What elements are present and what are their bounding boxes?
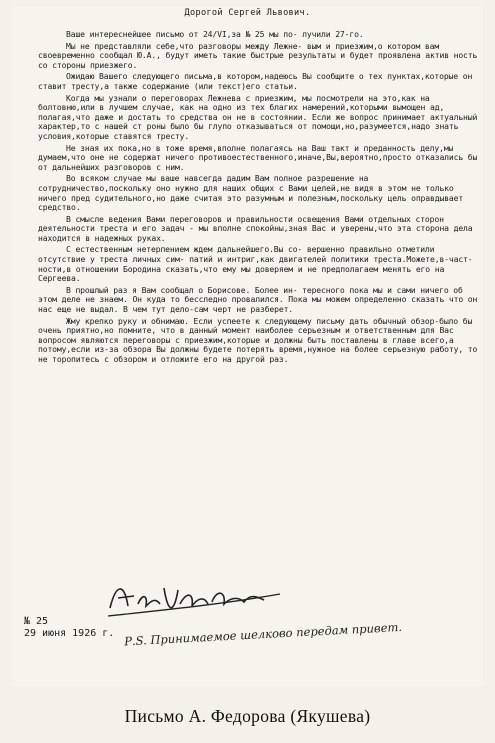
letter-date: 29 июня 1926 г. bbox=[24, 628, 115, 639]
handwritten-postscript: Р.S. Принимаемое шелково передам привет. bbox=[123, 619, 403, 649]
paragraph-10: Жму крепко руку и обнимаю. Если успеете к следующему письму дать обычный обзор-было бы очень приятно,но помните, что в данный момент наиболее серьезным и ответственным для Вас вопросом являются переговоры с приезжим,которые и должны быть поставлены в главе всего,а потому,если из-за обзора Вы должны будете потерять время,нужное на более серьезную работу, то не торопитесь с обзором и отложите его на другой раз. bbox=[38, 315, 482, 364]
paragraph-9: В прошлый раз я Вам сообщал о Борисове. Более ин- тересного пока мы и сами ничего об этом деле не знаем. Он куда то бесследно провалился. Пока мы можем определенно сказать что он нас еще не выдал. В чем тут дело-сам черт не разберет. bbox=[38, 284, 482, 315]
letter-salutation: Дорогой Сергей Львович. bbox=[184, 8, 311, 18]
paragraph-4: Когда мы узнали о переговорах Лежнева с приезжим, мы посмотрели на это,как на болтовню,или в лучшем случае, как на одно из тех благих намерений,которыми вымощен ад, полагая,что даже и достать то средства он не в состоянии. Если же вопрос принимает актуальный характер,то с нашей ст роны было бы глупо отказываться от помощи,но,разумеется,надо знать условия,которые ставятся тресту. bbox=[38, 92, 482, 141]
paragraph-8: С естественным нетерпением ждем дальнейшего.Вы со- вершенно правильно отметили отсутствие у треста личных сим- патий и интриг,как двигателей политики треста.Можете,в-част- ности,в отношении Бородина сказать,что ему мы доверяем и не предполагаем менять его на Сергеева. bbox=[38, 244, 478, 284]
paragraph-1: Ваше интереснейшее письмо от 24/VI,за № 25 мы по- лучили 27-го. bbox=[66, 29, 364, 39]
paragraph-5: Не зная их пока,но в тоже время,вполне полагаясь на Ваш такт и преданность делу,мы думаем,что оне не содержат ничего противоестественного,иначе,Вы,вероятно,просто отказались бы от дальнейших разговоров с ним. bbox=[38, 142, 482, 172]
letter-body bbox=[38, 29, 482, 367]
letter-sheet bbox=[12, 6, 483, 686]
document-caption: Письмо А. Федорова (Якушева) bbox=[124, 706, 371, 726]
paragraph-7: В смысле ведения Вами переговоров и правильности освещения Вами отдельных сторон деятельности треста и его задач - мы вполне спокойны,зная Вас и уверены,что эта сторона дела находится в надежных руках. bbox=[38, 213, 478, 243]
handwritten-signature bbox=[104, 574, 284, 624]
paragraph-3: Ожидаю Вашего следующего письма,в котором,надеюсь Вы сообщите о тех пунктах,которые он ставит тресту,а также содержание (или текст)его статьи. bbox=[38, 71, 477, 91]
letter-number: № 25 bbox=[24, 616, 49, 627]
paragraph-6: Во всяком случае мы ваше навсегда дадим Вам полное разрешение на сотрудничество,поскольку оно нужно для наших общих с Вами целей,не видя в этом не только ничего пред судительного,но даже считая это разумным и полезным,поскольку цель оправдывает средство. bbox=[38, 173, 468, 213]
paragraph-2: Мы не представляли себе,что разговоры между Лежне- вым и приезжим,о котором вам своевременно сообщал Ю.А., будут иметь такие быстрые результаты и будет проявлена актив ность со стороны приезжего. bbox=[38, 40, 482, 70]
